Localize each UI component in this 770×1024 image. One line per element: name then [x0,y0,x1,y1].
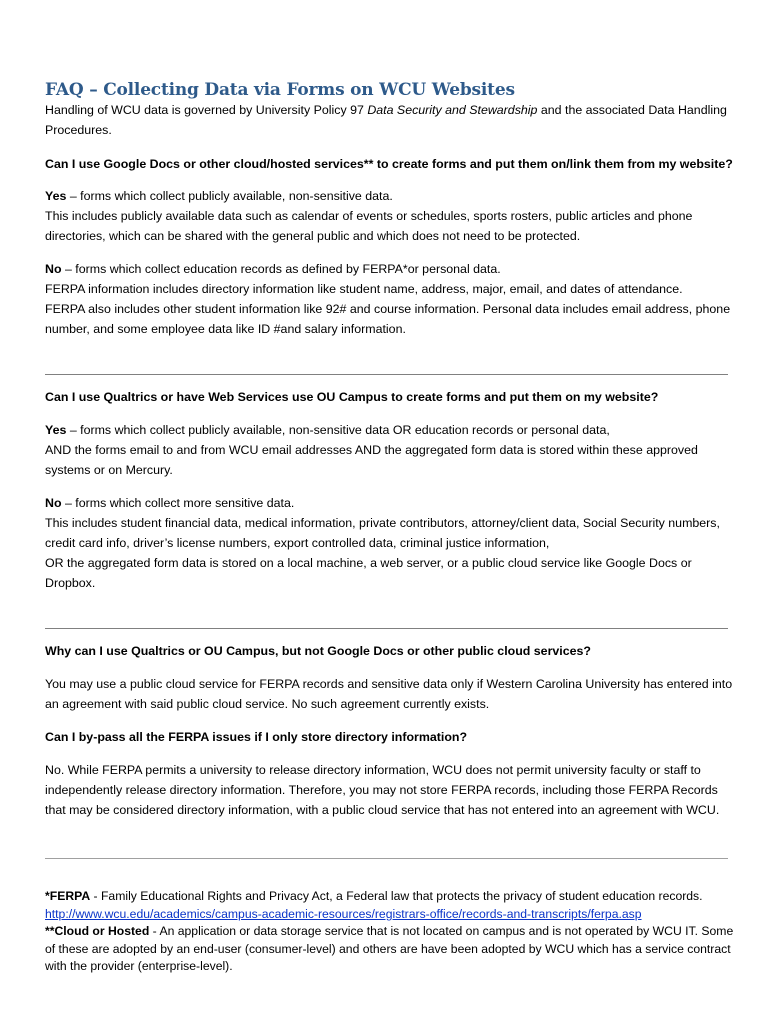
faq1-no-label: No [45,262,62,276]
policy-name: Data Security and Stewardship [367,103,538,117]
faq2-no-detail-1: This includes student financial data, medical information, private contributors, attorney/client data, Social Security numbers, credit card info, driver’s license numbers, export controlled data, criminal justice information, [45,516,720,550]
faq2-no-lead: – forms which collect more sensitive data. [61,496,295,510]
faq2-yes-answer [45,420,735,480]
faq1-no-detail-1: FERPA information includes directory information like student name, address, major, email, and dates of attendance. [45,282,683,296]
faq1-no-lead: – forms which collect education records as defined by FERPA*or personal data. [61,262,501,276]
faq1-yes-answer [45,186,735,246]
ferpa-link[interactable]: http://www.wcu.edu/academics/campus-academic-resources/registrars-office/records-and-transcripts/ferpa.asp [45,906,642,921]
footnote-cloud-label: **Cloud or Hosted [45,924,150,938]
faq2-question: Can I use Qualtrics or have Web Services use OU Campus to create forms and put them on my website? [45,390,659,404]
faq1-yes-label: Yes [45,189,67,203]
faq2-yes-lead: – forms which collect publicly available, non-sensitive data OR education records or personal data, [66,423,610,437]
section-divider [45,374,728,375]
faq1-yes-lead: – forms which collect publicly available, non-sensitive data. [66,189,393,203]
footnotes [45,888,735,976]
faq3-question: Why can I use Qualtrics or OU Campus, but not Google Docs or other public cloud services? [45,644,591,658]
intro-text-end: and the associated Data Handling Procedures. [45,103,727,137]
footnote-ferpa-text: - Family Educational Rights and Privacy Act, a Federal law that protects the privacy of student education records. [90,889,703,903]
faq2-no-answer [45,493,735,593]
faq4-answer: No. While FERPA permits a university to release directory information, WCU does not permit university faculty or staff to independently release directory information. Therefore, you may not store FERPA records, including those FERPA Records that may be considered directory information, with a public cloud service that has not entered into an agreement with WCU. [45,763,720,817]
footnote-ferpa [45,888,735,906]
faq2-no-detail-2: OR the aggregated form data is stored on a local machine, a web server, or a public cloud service like Google Docs or Dropbox. [45,556,692,590]
footnote-divider [45,858,728,859]
faq1-no-answer [45,259,735,339]
faq2-no-label: No [45,496,62,510]
intro-text: Handling of WCU data is governed by University Policy 97 [45,103,368,117]
faq1-no-detail-2: FERPA also includes other student information like 92# and course information. Personal data includes email address, phone number, and some employee data like ID #and salary information. [45,302,731,336]
footnote-cloud [45,923,735,976]
faq2-yes-label: Yes [45,423,67,437]
page-title: FAQ – Collecting Data via Forms on WCU Websites [45,80,515,100]
intro-paragraph [45,100,735,140]
footnote-ferpa-label: *FERPA [45,889,91,903]
section-divider [45,628,728,629]
footnote-cloud-text: - An application or data storage service that is not located on campus and is not operated by WCU IT. Some of these are adopted by an end-user (consumer-level) and others are have been adopted by WCU which has a service contract with the provider (enterprise-level). [45,924,734,973]
faq4-question: Can I by-pass all the FERPA issues if I only store directory information? [45,730,468,744]
faq2-yes-detail: AND the forms email to and from WCU email addresses AND the aggregated form data is stored within these approved systems or on Mercury. [45,443,698,477]
faq1-yes-detail: This includes publicly available data such as calendar of events or schedules, sports rosters, public articles and phone directories, which can be shared with the general public and which does not need to be protected. [45,209,693,243]
faq3-answer: You may use a public cloud service for FERPA records and sensitive data only if Western Carolina University has entered into an agreement with said public cloud service. No such agreement currently exists. [45,677,733,711]
faq1-question: Can I use Google Docs or other cloud/hosted services** to create forms and put them on/link them from my website? [45,157,733,171]
